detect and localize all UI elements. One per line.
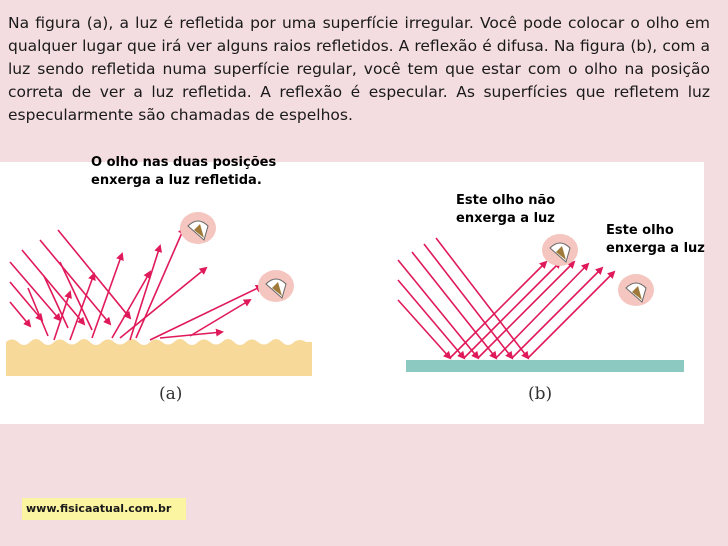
reflected-rays-a bbox=[54, 228, 262, 340]
intro-paragraph: Na figura (a), a luz é refletida por uma superfície irregular. Você pode colocar o olho em qualquer lugar que irá ver alguns raios refletidos. A reflexão é difusa. Na figura (b), com a luz sendo refletida numa superfície regular, você tem que estar com o olho na posição correta de ver a luz refletida. A reflexão é especular. As superfícies que refletem luz especularmente são chamadas de espelhos. bbox=[8, 14, 710, 124]
caption-b-yes-line1: Este olho bbox=[606, 223, 674, 238]
caption-b-no-line2: enxerga a luz bbox=[456, 211, 555, 226]
website-badge[interactable]: www.fisicaatual.com.br bbox=[22, 498, 186, 520]
eye-icon bbox=[180, 212, 216, 244]
figure-a-label: (a) bbox=[159, 384, 183, 404]
caption-a-line2: enxerga a luz refletida. bbox=[91, 173, 262, 188]
eye-icon bbox=[542, 234, 578, 266]
caption-b-yes-line2: enxerga a luz bbox=[606, 241, 705, 256]
eye-icon bbox=[258, 270, 294, 302]
incident-rays-b bbox=[398, 238, 528, 358]
reflection-diagram bbox=[0, 162, 704, 424]
caption-b-no-line1: Este olho não bbox=[456, 193, 556, 208]
caption-eye-not-seeing bbox=[456, 192, 555, 228]
caption-eye-seeing bbox=[606, 222, 705, 258]
rough-surface bbox=[6, 339, 312, 376]
figure-b-label: (b) bbox=[528, 384, 553, 404]
mirror-surface bbox=[406, 360, 684, 372]
caption-a-line1: O olho nas duas posições bbox=[91, 155, 277, 170]
caption-figure-a bbox=[91, 154, 276, 190]
eye-icon bbox=[618, 274, 654, 306]
